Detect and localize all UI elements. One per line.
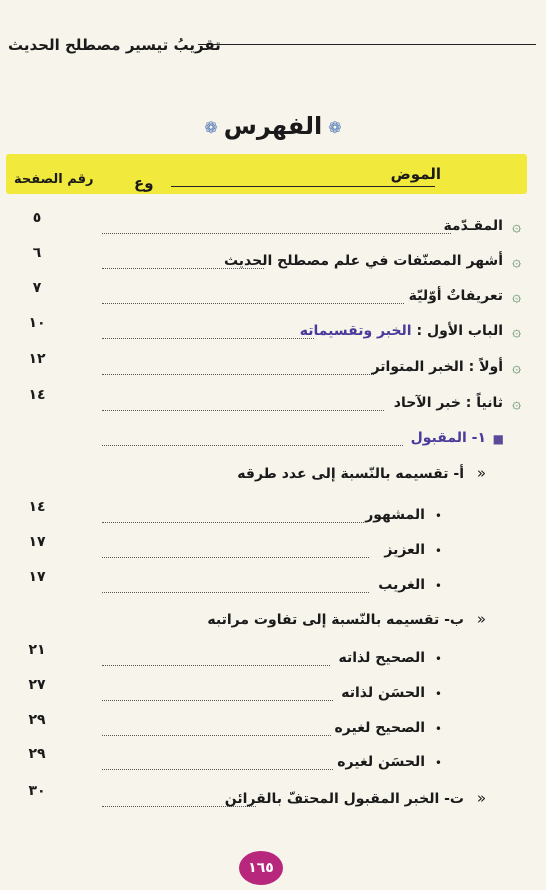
column-page-label: رقم الصفحة bbox=[14, 172, 94, 187]
ornament-icon: ❁ bbox=[328, 117, 342, 137]
entry-page: ١٢ bbox=[28, 351, 46, 367]
index-entry[interactable] bbox=[0, 280, 546, 314]
entry-label: الصحيح لذاته bbox=[338, 650, 425, 666]
index-entry[interactable] bbox=[0, 464, 546, 492]
leader-dots bbox=[102, 233, 451, 234]
index-entry[interactable] bbox=[0, 677, 546, 711]
index-entry[interactable] bbox=[0, 569, 546, 603]
header-rule bbox=[198, 44, 536, 45]
entry-label: تعريفاتٌ أوّليّة bbox=[408, 288, 503, 304]
leader-dots bbox=[102, 522, 364, 523]
entry-page: ٢٩ bbox=[28, 712, 46, 728]
guillemet-bullet-icon: » bbox=[476, 610, 486, 628]
dot-bullet-icon: • bbox=[434, 687, 442, 701]
leader-dots bbox=[102, 700, 333, 701]
entry-label: المشهور bbox=[365, 507, 425, 523]
entry-label: الغريب bbox=[378, 577, 425, 593]
book-title: تقريبُ تيسير مصطلح الحديث bbox=[8, 36, 221, 54]
index-title-box bbox=[0, 112, 546, 140]
dot-bullet-icon: • bbox=[434, 756, 442, 770]
entry-label-highlight: الخبر وتقسيماته bbox=[299, 323, 412, 339]
entry-page: ٥ bbox=[32, 210, 42, 226]
entry-label: ثانياً : خبر الآحاد bbox=[393, 395, 503, 411]
index-entry[interactable] bbox=[0, 534, 546, 568]
leader-dots bbox=[102, 557, 369, 558]
index-entry[interactable] bbox=[0, 210, 546, 244]
entry-label: المقـدّمة bbox=[443, 218, 503, 234]
gear-bullet-icon: ۞ bbox=[512, 252, 521, 270]
index-entry[interactable] bbox=[0, 642, 546, 676]
entry-page: ٣٠ bbox=[28, 783, 46, 799]
gear-bullet-icon: ۞ bbox=[512, 322, 521, 340]
entry-page: ١٤ bbox=[28, 387, 46, 403]
entry-page: ١٧ bbox=[28, 569, 46, 585]
entry-label-wrap bbox=[300, 323, 503, 339]
entry-label: الصحيح لغيره bbox=[334, 720, 425, 736]
dot-bullet-icon: • bbox=[434, 544, 442, 558]
index-entry[interactable] bbox=[0, 245, 546, 279]
leader-dots bbox=[102, 338, 314, 339]
leader-dots bbox=[102, 592, 369, 593]
entry-page: ١٤ bbox=[28, 499, 46, 515]
leader-dots bbox=[102, 769, 333, 770]
index-entry[interactable] bbox=[0, 351, 546, 385]
page-number-badge: ١٦٥ bbox=[239, 851, 283, 885]
index-title: الفهرس bbox=[223, 112, 323, 140]
index-entry[interactable] bbox=[0, 387, 546, 421]
gear-bullet-icon: ۞ bbox=[512, 217, 521, 235]
leader-dots bbox=[102, 445, 403, 446]
entry-label: الباب الأول : bbox=[416, 323, 503, 339]
ornament-icon: ❁ bbox=[204, 117, 218, 137]
gear-bullet-icon: ۞ bbox=[512, 394, 521, 412]
entry-label: العزيز bbox=[384, 542, 425, 558]
entry-page: ٧ bbox=[32, 280, 42, 296]
index-entry[interactable] bbox=[0, 499, 546, 533]
entry-page: ١٠ bbox=[28, 315, 46, 331]
leader-dots bbox=[102, 410, 384, 411]
entry-label: أولاً : الخبر المتواتر bbox=[371, 359, 503, 375]
entry-label: ت- الخبر المقبول المحتفّ بالقرائن bbox=[224, 791, 464, 807]
index-entry[interactable] bbox=[0, 712, 546, 746]
leader-dots bbox=[102, 303, 404, 304]
dot-bullet-icon: • bbox=[434, 579, 442, 593]
entry-page: ٢٧ bbox=[28, 677, 46, 693]
entry-label: الحسَن لذاته bbox=[341, 685, 425, 701]
guillemet-bullet-icon: » bbox=[476, 464, 486, 482]
index-entry[interactable] bbox=[0, 746, 546, 780]
column-topic-rule bbox=[171, 186, 435, 187]
entry-label: ب- تقسيمه بالنّسبة إلى تفاوت مراتبه bbox=[207, 612, 464, 628]
dot-bullet-icon: • bbox=[434, 509, 442, 523]
leader-dots bbox=[102, 374, 374, 375]
entry-page: ٢٩ bbox=[28, 746, 46, 762]
entry-page: ٦ bbox=[32, 245, 42, 261]
gear-bullet-icon: ۞ bbox=[512, 358, 521, 376]
entry-label: ١- المقبول bbox=[410, 430, 486, 446]
entry-label: أ- تقسيمه بالنّسبة إلى عدد طرقه bbox=[237, 466, 464, 482]
index-entry[interactable] bbox=[0, 428, 546, 456]
square-bullet-icon: ■ bbox=[492, 432, 504, 446]
entry-page: ١٧ bbox=[28, 534, 46, 550]
entry-page: ٢١ bbox=[28, 642, 46, 658]
leader-dots bbox=[102, 665, 330, 666]
gear-bullet-icon: ۞ bbox=[512, 287, 521, 305]
index-entry[interactable] bbox=[0, 610, 546, 638]
column-header-bar bbox=[6, 154, 527, 194]
column-topic-label-end: وع bbox=[134, 174, 154, 192]
column-topic-label-start: الموض bbox=[390, 165, 441, 183]
dot-bullet-icon: • bbox=[434, 722, 442, 736]
index-entry[interactable] bbox=[0, 783, 546, 817]
entry-label: أشهر المصنّفات في علم مصطلح الحديث bbox=[223, 253, 503, 269]
index-entry[interactable] bbox=[0, 315, 546, 349]
dot-bullet-icon: • bbox=[434, 652, 442, 666]
entry-label: الحسَن لغيره bbox=[337, 754, 425, 770]
leader-dots bbox=[102, 735, 331, 736]
guillemet-bullet-icon: » bbox=[476, 789, 486, 807]
